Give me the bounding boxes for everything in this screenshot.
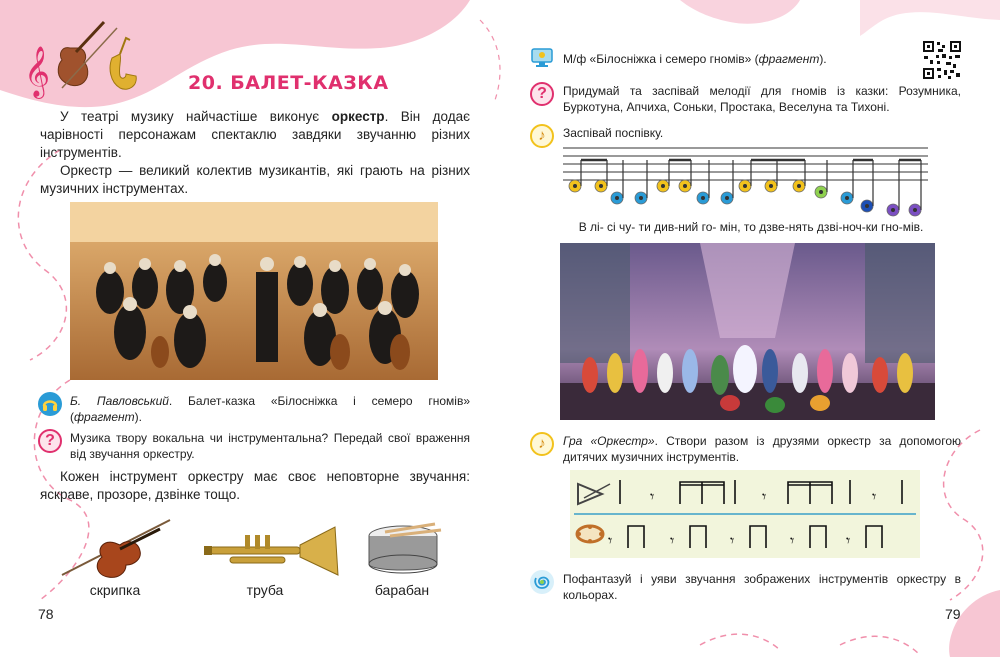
headphones-icon (38, 392, 62, 416)
eighth-rest: 𝄾 (608, 531, 613, 550)
keyword-orchestra: оркестр (331, 109, 385, 124)
intro-text-b: . Він додає чарівності персонажам спектаклю завдяки звучанню різних інструментів. (40, 109, 471, 160)
lesson-title: 20. БАЛЕТ-КАЗКА (188, 72, 389, 94)
melody-note-center (891, 208, 895, 212)
melody-note-center (661, 184, 665, 188)
melody-note-center (865, 204, 869, 208)
orchestra-photo (70, 202, 438, 380)
listen-end: ). (134, 410, 142, 424)
violin-image (60, 515, 175, 580)
cartoon-fragment: фрагмент (758, 52, 820, 66)
page-number-left: 78 (38, 606, 54, 622)
eighth-rest: 𝄾 (846, 531, 851, 550)
eighth-rest: 𝄾 (730, 531, 735, 550)
game-assignment (563, 433, 961, 465)
eighth-note-pair (866, 526, 882, 548)
instrument-label-trumpet: труба (246, 582, 284, 598)
svg-text:𝄾: 𝄾 (762, 487, 767, 506)
melody-note-center (743, 184, 747, 188)
drum-image (365, 522, 445, 580)
tambourine-icon (577, 525, 603, 543)
melody-note-center (615, 196, 619, 200)
trumpet-image (200, 515, 345, 580)
music-note-icon: ♪ (530, 124, 554, 148)
melody-note-center (639, 196, 643, 200)
cartoon-end: ). (819, 52, 827, 66)
svg-text:𝄞: 𝄞 (24, 46, 51, 97)
sing-text: Заспівай поспівку. (563, 126, 664, 140)
melody-note-center (845, 196, 849, 200)
melody-note-center (701, 196, 705, 200)
melody-lyrics: В лі- сі чу- ти див-ний го- мін, то дзве-нять дзві-ноч-ки гно-мів. (578, 220, 924, 234)
question-icon: ? (38, 429, 62, 453)
svg-text:𝄾: 𝄾 (872, 487, 877, 506)
melody-note-center (683, 184, 687, 188)
violin-saxophone-decor-icon (22, 18, 147, 113)
intro-paragraph (40, 108, 470, 162)
intro-text-a: У театрі музику найчастіше виконує (60, 109, 332, 124)
game-text: . Створи разом із друзями оркестр за допомогою дитячих музичних інструментів. (563, 434, 961, 464)
unique-sound-paragraph: Кожен інструмент оркестру має своє неповторне звучання: яскраве, прозоре, дзвінке тощо. (40, 469, 470, 502)
triangle-icon (578, 484, 610, 504)
question-icon-right: ? (530, 82, 554, 106)
svg-text:𝄾: 𝄾 (650, 487, 655, 506)
page-number-right: 79 (945, 606, 961, 622)
ballet-stage-photo (560, 243, 935, 420)
cartoon-text: М/ф «Білосніжка і семеро гномів» ( (563, 52, 759, 66)
melody-staff (563, 142, 933, 222)
composer-name: Б. Павловський (70, 394, 169, 408)
invent-melody-text: Придумай та заспівай мелодії для гномів із казки: Розумника, Буркотуна, Апчиха, Соньки, Простака, Веселуна та Тихоні. (563, 84, 961, 114)
spiral-icon (530, 570, 554, 594)
eighth-note-pair (690, 526, 706, 548)
melody-note-center (797, 184, 801, 188)
eighth-rest: 𝄾 (790, 531, 795, 550)
definition-paragraph: Оркестр — великий колектив музикантів, які грають на різних музичних інструментах. (40, 163, 470, 196)
music-note-icon-game: ♪ (530, 432, 554, 456)
melody-note-center (819, 190, 823, 194)
question-text: Музика твору вокальна чи інструментальна? Передай свої враження від звучання оркестру. (70, 431, 470, 461)
rhythm-score (570, 470, 920, 558)
melody-note-center (573, 184, 577, 188)
listen-text: . Балет-казка «Білосніжка і семеро гномів» ( (70, 394, 470, 424)
eighth-note-pair (810, 526, 826, 548)
listen-assignment (70, 393, 470, 425)
fragment-label: фрагмент (74, 410, 135, 424)
monitor-icon (530, 46, 554, 70)
melody-note-center (769, 184, 773, 188)
game-title: Гра «Оркестр» (563, 434, 655, 448)
imagine-text: Пофантазуй і уяви звучання зображених інструментів оркестру в кольорах. (563, 572, 961, 602)
instrument-label-violin: скрипка (89, 582, 141, 598)
qr-code-icon[interactable] (922, 40, 962, 80)
eighth-rest: 𝄾 (670, 531, 675, 550)
melody-note-center (599, 184, 603, 188)
melody-note-center (913, 208, 917, 212)
cartoon-assignment (563, 51, 903, 67)
eighth-note-pair (750, 526, 766, 548)
instrument-label-drum: барабан (374, 582, 430, 598)
eighth-note-pair (628, 526, 644, 548)
melody-note-center (725, 196, 729, 200)
